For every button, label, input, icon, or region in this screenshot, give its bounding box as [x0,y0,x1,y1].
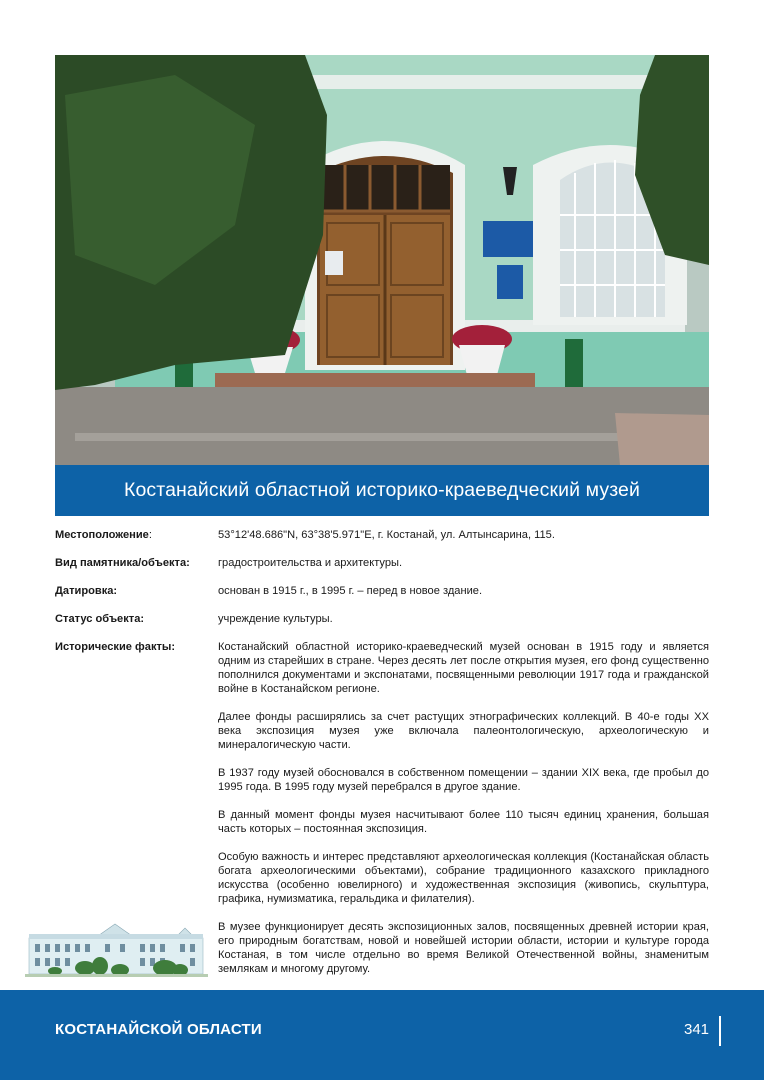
location-value: 53°12'48.686"N, 63°38'5.971"E, г. Костанай, ул. Алтынсарина, 115. [218,529,555,541]
footer-region-title: КОСТАНАЙСКОЙ ОБЛАСТИ [55,1021,262,1038]
building-sketch-image [25,916,208,984]
footer-divider [719,1016,721,1046]
type-value: градостроительства и архитектуры. [218,557,403,569]
date-value: основан в 1915 г., в 1995 г. – перед в новое здание. [218,585,483,597]
facts-paragraph: Костанайский областной историко-краеведческий музей основан в 1915 году и является одним из старейших в стране. Через десять лет после открытия музея, его фонд существенно пополнился документами и экспонатами, посвященными революции 1917 года и гражданской войне в Костанайском регионе. [218,641,709,695]
museum-entrance-photo [55,55,709,465]
facts-paragraph: Далее фонды расширялись за счет растущих этнографических коллекций. В 40-е годы XX века экспозиция музея уже включала палеонтологическую, археологическую и минералогическую части. [218,711,709,751]
status-value: учреждение культуры. [218,613,333,625]
page-title: Костанайский областной историко-краеведческий музей [124,479,640,501]
facts-text [218,640,709,976]
facts-label: Исторические факты: [55,641,176,653]
facts-paragraph: В данный момент фонды музея насчитывают более 110 тысяч единиц хранения, большая часть которых – постоянная экспозиция. [218,809,709,835]
footer-bar [0,990,764,1080]
page-number: 341 [684,1021,710,1038]
type-row [55,556,709,570]
facts-paragraph: В 1937 году музей обосновался в собственном помещении – здании XIX века, где пробыл до 1995 года. В 1995 году музей перебрался в другое здание. [218,767,709,793]
location-row [55,528,709,542]
type-label: Вид памятника/объекта: [55,557,190,569]
location-label: Местоположение: [55,529,152,541]
building-sketch-icon [25,916,208,984]
status-row [55,612,709,626]
facts-paragraph: В музее функционирует десять экспозиционных залов, посвященных древней истории края, его природным богатствам, новой и новейшей истории области, истории и культуре города Костаная, в том числе отдельно во время Великой Отечественной войны, знаменитым землякам и многому другому. [218,921,709,975]
date-row [55,584,709,598]
status-label: Статус объекта: [55,613,145,625]
title-bar [55,465,709,516]
facts-paragraph: Особую важность и интерес представляют археологическая коллекция (Костанайская область богата археологическими объектами), собрание традиционного казахского прикладного искусства (особенно ювелирного) и художественная экспозиция (живопись, скульптура, графика, нумизматика, геральдика и филателия). [218,851,709,905]
museum-building-photo-icon [55,55,709,465]
date-label: Датировка: [55,585,118,597]
